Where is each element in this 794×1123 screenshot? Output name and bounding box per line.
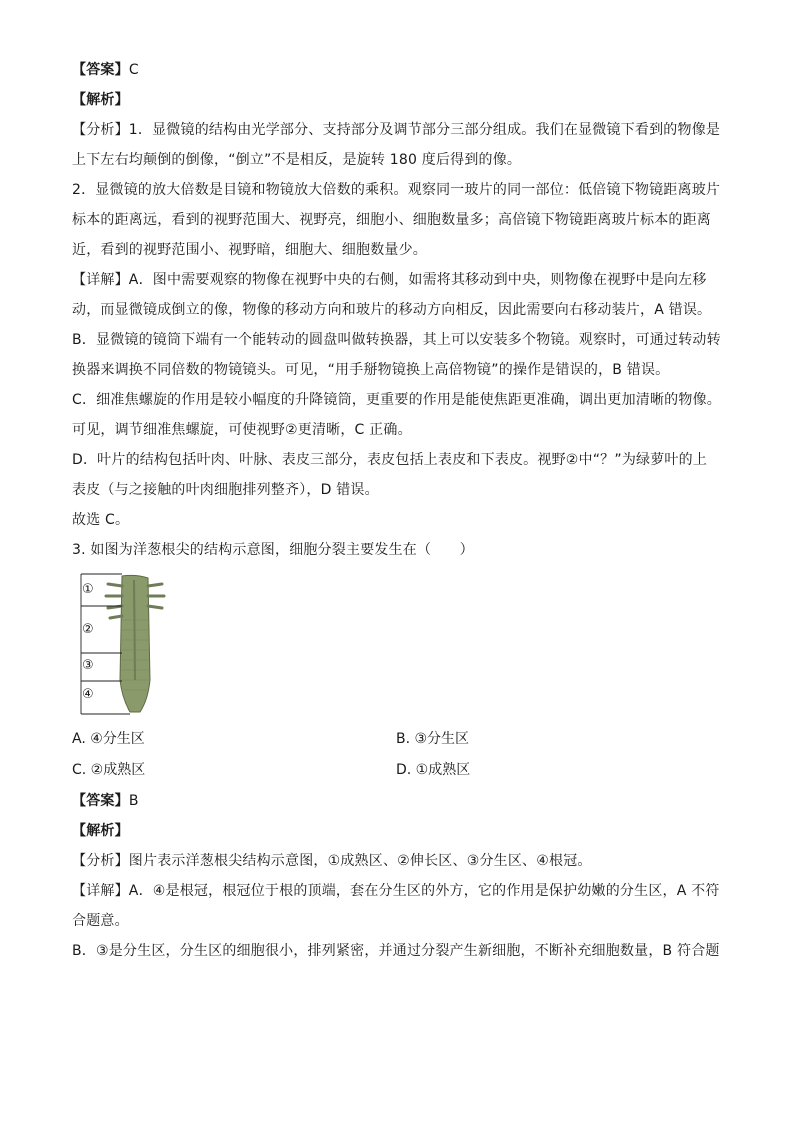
option-c: C. ②成熟区 [72,762,146,778]
q2-line-4: 近，看到的视野范围小、视野暗，细胞大、细胞数量少。 [72,242,427,258]
answer-tag: 【答案】 [72,793,129,809]
root-hairs-left [106,584,122,618]
document-page [72,60,722,971]
q2-line-8: 换器来调换不同倍数的物镜镜头。可见，“用手掰物镜换上高倍物镜”的操作是错误的，B 错误。 [72,362,670,378]
q3-analysis-heading: 【解析】 [72,823,129,839]
zone-label-1: ① [82,582,94,597]
q2-line-5: 【详解】A．图中需要观察的物像在视野中央的右侧，如需将其移动到中央，则物像在视野中是向左移 [72,272,707,288]
option-b: B. ③分生区 [396,731,470,747]
q3-answer [72,791,722,811]
q2-line-9: C．细准焦螺旋的作用是较小幅度的升降镜筒，更重要的作用是能使焦距更准确，调出更加清晰的物像。 [72,392,721,408]
q2-analysis-heading: 【解析】 [72,92,129,108]
q3-line-0: 【分析】图片表示洋葱根尖结构示意图，①成熟区、②伸长区、③分生区、④根冠。 [72,853,592,869]
q2-line-13: 故选 C。 [72,512,130,528]
answer-tag: 【答案】 [72,62,129,78]
q2-line-11: D．叶片的结构包括叶肉、叶脉、表皮三部分，表皮包括上表皮和下表皮。视野②中“？”为绿萝叶的上 [72,452,708,468]
option-d: D. ①成熟区 [396,762,471,778]
q3-line-1: 【详解】A．④是根冠，根冠位于根的顶端，套在分生区的外方，它的作用是保护幼嫩的分生区，A 不符 [72,883,720,899]
option-a: A. ④分生区 [72,731,145,747]
q2-line-0: 【分析】1．显微镜的结构由光学部分、支持部分及调节部分三部分组成。我们在显微镜下看到的物像是 [72,122,721,138]
zone-label-2: ② [82,622,94,637]
onion-root-tip-figure [78,570,168,715]
q3-options [72,729,722,791]
q2-line-1: 上下左右均颠倒的倒像，“倒立”不是相反，是旋转 180 度后得到的像。 [72,152,522,168]
q3-stem: 3. 如图为洋葱根尖的结构示意图，细胞分裂主要发生在（ ） [72,542,474,558]
zone-label-3: ③ [82,658,94,673]
answer-value: B [128,793,139,809]
zone-label-4: ④ [82,687,94,702]
root-hairs-right [148,584,164,608]
q2-line-12: 表皮（与之接触的叶肉细胞排列整齐），D 错误。 [72,482,379,498]
q2-line-6: 动，而显微镜成倒立的像，物像的移动方向和玻片的移动方向相反，因此需要向右移动装片，A 错误。 [72,302,712,318]
q2-line-7: B．显微镜的镜筒下端有一个能转动的圆盘叫做转换器，其上可以安装多个物镜。观察时，可通过转动转 [72,332,721,348]
q2-line-2: 2．显微镜的放大倍数是目镜和物镜放大倍数的乘积。观察同一玻片的同一部位：低倍镜下物镜距离玻片 [72,182,721,198]
q2-answer [72,60,722,80]
q2-line-10: 可见，调节细准焦螺旋，可使视野②更清晰，C 正确。 [72,422,412,438]
q2-line-3: 标本的距离远，看到的视野范围大、视野亮，细胞小、细胞数量多；高倍镜下物镜距离玻片标本的距离 [72,212,711,228]
answer-value: C [128,62,139,78]
q3-line-2: 合题意。 [72,913,129,929]
q3-line-3: B．③是分生区，分生区的细胞很小，排列紧密，并通过分裂产生新细胞，不断补充细胞数量，B 符合题 [72,943,720,959]
